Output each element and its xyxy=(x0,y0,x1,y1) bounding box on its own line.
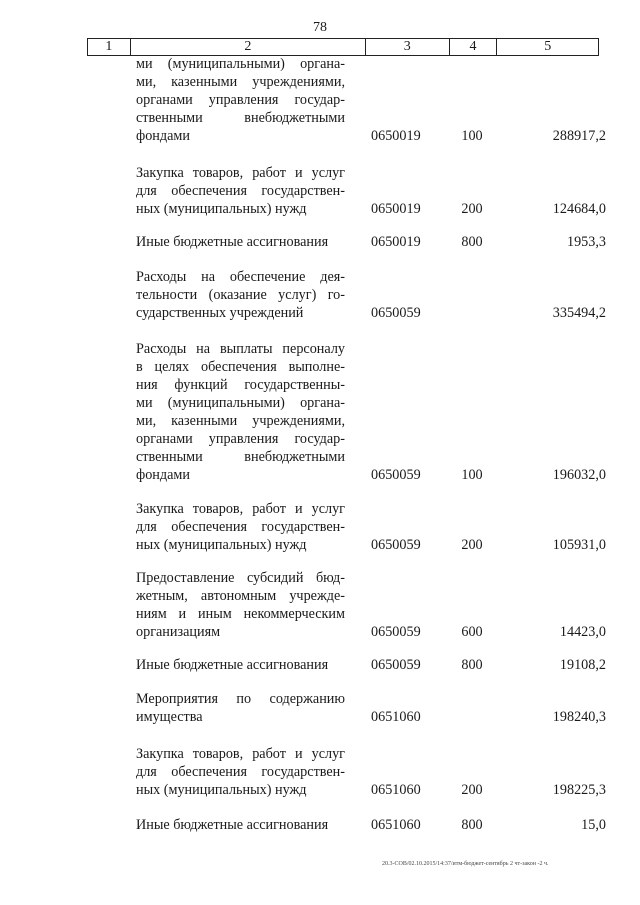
table-row xyxy=(0,233,640,251)
row-description xyxy=(136,656,345,674)
description-line: организациям xyxy=(136,624,221,640)
description-line: ми (муниципальными) органа- xyxy=(136,56,345,72)
row-description xyxy=(136,340,345,484)
expense-type-code: 200 xyxy=(461,537,483,553)
expense-type-code: 200 xyxy=(461,201,483,217)
description-line: ных (муниципальных) нужд xyxy=(136,782,307,798)
description-line: ниям и иным некоммерческим xyxy=(136,606,345,622)
amount-value: 198240,3 xyxy=(552,709,606,725)
target-article-code: 0650019 xyxy=(371,128,421,144)
table-row xyxy=(0,745,640,799)
expense-type-code: 800 xyxy=(461,657,483,673)
table-row xyxy=(0,816,640,834)
amount-value: 288917,2 xyxy=(552,128,606,144)
description-line: для обеспечения государствен- xyxy=(136,519,345,535)
description-line: Расходы на обеспечение дея- xyxy=(136,269,345,285)
description-line: ственными внебюджетными xyxy=(136,110,345,126)
table-row xyxy=(0,164,640,218)
description-line: фондами xyxy=(136,128,190,144)
target-article-code: 0651060 xyxy=(371,709,421,725)
description-line: ми (муниципальными) органа- xyxy=(136,395,345,411)
description-line: фондами xyxy=(136,467,190,483)
description-line: Иные бюджетные ассигнования xyxy=(136,234,329,250)
row-description xyxy=(136,500,345,554)
row-description xyxy=(136,569,345,641)
row-description xyxy=(136,690,345,726)
row-description xyxy=(136,816,345,834)
row-description xyxy=(136,164,345,218)
amount-value: 196032,0 xyxy=(552,467,606,483)
description-line: имущества xyxy=(136,709,203,725)
column-header-5: 5 xyxy=(544,39,552,54)
column-header-2: 2 xyxy=(131,39,366,55)
amount-value: 14423,0 xyxy=(559,624,606,640)
page-number: 78 xyxy=(313,20,327,35)
expense-type-code: 200 xyxy=(461,782,483,798)
description-line: Закупка товаров, работ и услуг xyxy=(136,165,345,181)
target-article-code: 0650019 xyxy=(371,201,421,217)
column-header-4: 4 xyxy=(450,39,498,55)
amount-value: 105931,0 xyxy=(552,537,606,553)
amount-value: 335494,2 xyxy=(552,305,606,321)
row-description xyxy=(136,745,345,799)
description-line: сударственных учреждений xyxy=(136,305,304,321)
target-article-code: 0650059 xyxy=(371,657,421,673)
target-article-code: 0650059 xyxy=(371,624,421,640)
amount-value: 198225,3 xyxy=(552,782,606,798)
description-line: для обеспечения государствен- xyxy=(136,764,345,780)
description-line: Предоставление субсидий бюд- xyxy=(136,570,345,586)
target-article-code: 0650019 xyxy=(371,234,421,250)
description-line: тельности (оказание услуг) го- xyxy=(136,287,345,303)
table-row xyxy=(0,340,640,484)
description-line: для обеспечения государствен- xyxy=(136,183,345,199)
row-description xyxy=(136,233,345,251)
description-line: Расходы на выплаты персоналу xyxy=(136,341,345,357)
expense-type-code: 100 xyxy=(461,467,483,483)
description-line: Мероприятия по содержанию xyxy=(136,691,345,707)
table-header xyxy=(87,38,599,56)
description-line: ния функций государственны- xyxy=(136,377,345,393)
table-row xyxy=(0,500,640,554)
description-line: органами управления государ- xyxy=(136,92,345,108)
document-footer-stamp: 20.3-СОВ/02.10.2015/14:37/итм-бюджет-сентябрь 2 чт-закон -2 ч. xyxy=(382,861,549,867)
table-row xyxy=(0,55,640,145)
description-line: ми, казенными учреждениями, xyxy=(136,74,345,90)
expense-type-code: 100 xyxy=(461,128,483,144)
target-article-code: 0651060 xyxy=(371,782,421,798)
table-row xyxy=(0,569,640,641)
target-article-code: 0651060 xyxy=(371,817,421,833)
description-line: ственными внебюджетными xyxy=(136,449,345,465)
expense-type-code: 800 xyxy=(461,817,483,833)
table-row xyxy=(0,690,640,726)
target-article-code: 0650059 xyxy=(371,305,421,321)
row-description xyxy=(136,55,345,145)
description-line: в целях обеспечения выполне- xyxy=(136,359,345,375)
target-article-code: 0650059 xyxy=(371,467,421,483)
amount-value: 124684,0 xyxy=(552,201,606,217)
description-line: жетным, автономным учрежде- xyxy=(136,588,345,604)
amount-value: 1953,3 xyxy=(566,234,606,250)
table-row xyxy=(0,268,640,322)
column-header-1: 1 xyxy=(88,39,131,55)
description-line: Закупка товаров, работ и услуг xyxy=(136,746,345,762)
description-line: Иные бюджетные ассигнования xyxy=(136,657,329,673)
table-row xyxy=(0,656,640,674)
description-line: Закупка товаров, работ и услуг xyxy=(136,501,345,517)
description-line: органами управления государ- xyxy=(136,431,345,447)
amount-value: 15,0 xyxy=(581,817,606,833)
description-line: ных (муниципальных) нужд xyxy=(136,537,307,553)
description-line: Иные бюджетные ассигнования xyxy=(136,817,329,833)
expense-type-code: 800 xyxy=(461,234,483,250)
column-header-3: 3 xyxy=(366,39,450,55)
description-line: ных (муниципальных) нужд xyxy=(136,201,307,217)
amount-value: 19108,2 xyxy=(559,657,606,673)
description-line: ми, казенными учреждениями, xyxy=(136,413,345,429)
target-article-code: 0650059 xyxy=(371,537,421,553)
expense-type-code: 600 xyxy=(461,624,483,640)
row-description xyxy=(136,268,345,322)
